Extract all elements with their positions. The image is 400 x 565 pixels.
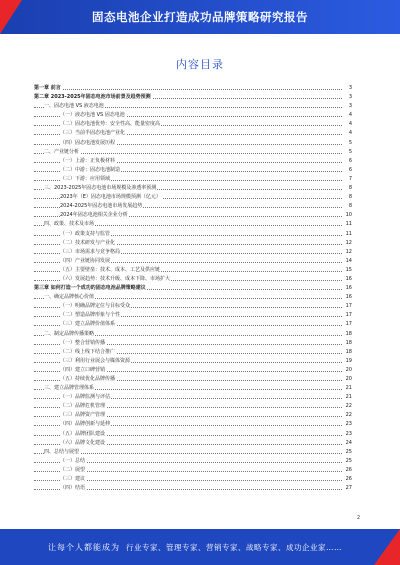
toc-entry-page: 5 <box>342 139 352 148</box>
toc-entry[interactable] <box>34 357 352 366</box>
toc-entry-page: 18 <box>342 330 352 339</box>
toc-leader-dots <box>34 453 342 454</box>
toc-entry-title: （四）品牌创新与延伸 <box>60 420 111 429</box>
toc-entry-title: （四）建立口碑营销 <box>60 366 106 375</box>
toc-entry[interactable] <box>34 284 352 293</box>
toc-entry-page: 7 <box>342 175 352 184</box>
toc-entry-page: 5 <box>342 148 352 157</box>
toc-entry-page: 22 <box>342 402 352 411</box>
toc-entry[interactable] <box>34 375 352 384</box>
toc-entry[interactable] <box>34 266 352 275</box>
toc-entry-page: 21 <box>342 393 352 402</box>
toc-entry-page: 15 <box>342 266 352 275</box>
toc-entry[interactable] <box>34 475 352 484</box>
toc-entry-title: 一、确定品牌核心价值 <box>44 293 95 302</box>
toc-entry-page: 4 <box>342 129 352 138</box>
toc-leader-dots <box>34 153 342 154</box>
toc-entry-page: 17 <box>342 311 352 320</box>
toc-entry-title: （二）品牌危机管理 <box>60 402 106 411</box>
toc-entry[interactable] <box>34 339 352 348</box>
toc-entry[interactable] <box>34 102 352 111</box>
page-number: 2 <box>356 515 360 521</box>
toc-entry-page: 26 <box>342 466 352 475</box>
toc-entry-page: 25 <box>342 457 352 466</box>
toc-leader-dots <box>34 89 342 90</box>
toc-entry-page: 4 <box>342 120 352 129</box>
toc-entry[interactable] <box>34 275 352 284</box>
toc-entry[interactable] <box>34 120 352 129</box>
toc-entry-page: 26 <box>342 475 352 484</box>
toc-entry-title: （五）主要壁垒：技术、成本、工艺及供应链 <box>60 266 161 275</box>
toc-entry[interactable] <box>34 348 352 357</box>
toc-entry[interactable] <box>34 220 352 229</box>
toc-entry-page: 20 <box>342 366 352 375</box>
toc-entry[interactable] <box>34 230 352 239</box>
toc-entry-title: （四）固态电池发展历程 <box>60 139 116 148</box>
toc-heading: 内容目录 <box>176 58 224 71</box>
toc-entry-page: 3 <box>342 84 352 93</box>
toc-entry-page: 4 <box>342 111 352 120</box>
toc-entry-page: 12 <box>342 248 352 257</box>
toc-entry-page: 22 <box>342 411 352 420</box>
toc-entry-title: （六）发展趋势：技术升级、成本下降、市场扩大 <box>60 275 171 284</box>
toc-entry[interactable] <box>34 320 352 329</box>
toc-entry[interactable] <box>34 466 352 475</box>
toc-entry-title: 四、政策、技术及市场 <box>44 220 95 229</box>
toc-entry[interactable] <box>34 293 352 302</box>
toc-entry-title: （一）政策支持与监管 <box>60 230 111 239</box>
toc-entry[interactable] <box>34 111 352 120</box>
toc-entry-page: 21 <box>342 384 352 393</box>
toc-entry-page: 19 <box>342 357 352 366</box>
footer-roles: 行业专家、管理专家、营销专家、战略专家、成功企业家…… <box>126 543 342 552</box>
toc-entry-title: 第二章 2023-2025年固态电池市场前景及趋势预测 <box>34 93 152 102</box>
toc-entry-title: 一、固态电池 VS 液态电池 <box>44 102 105 111</box>
toc-entry-title: （三）建议 <box>60 475 86 484</box>
toc-entry-title: 二、制定品牌传播策略 <box>44 330 95 339</box>
toc-entry-title: （二）塑造品牌形象与个性 <box>60 311 121 320</box>
toc-entry-title: （一）上游：正负极材料 <box>60 157 116 166</box>
toc-entry-title: 2023年（E）固态电池市场规模预测（亿元） <box>60 193 162 202</box>
toc-entry[interactable] <box>34 239 352 248</box>
toc-entry-title: （五）持续优化品牌传播 <box>60 375 116 384</box>
toc-entry[interactable] <box>34 193 352 202</box>
toc-entry-page: 23 <box>342 420 352 429</box>
toc-entry-page: 16 <box>342 284 352 293</box>
toc-entry[interactable] <box>34 139 352 148</box>
toc-entry-page: 23 <box>342 430 352 439</box>
toc-entry[interactable] <box>34 366 352 375</box>
footer-slogan: 让每个人都能成为 <box>48 543 120 552</box>
toc-entry[interactable] <box>34 93 352 102</box>
toc-entry[interactable] <box>34 457 352 466</box>
toc-entry-page: 18 <box>342 348 352 357</box>
toc-entry[interactable] <box>34 84 352 93</box>
toc-entry[interactable] <box>34 384 352 393</box>
toc-entry-page: 14 <box>342 257 352 266</box>
toc-entry[interactable] <box>34 311 352 320</box>
toc-entry-page: 11 <box>342 220 352 229</box>
toc-entry[interactable] <box>34 148 352 157</box>
toc-entry-title: 二、产业链分析 <box>44 148 80 157</box>
toc-entry[interactable] <box>34 402 352 411</box>
toc-entry-page: 6 <box>342 157 352 166</box>
toc-entry-page: 3 <box>342 102 352 111</box>
toc-entry-page: 8 <box>342 193 352 202</box>
table-of-contents <box>34 84 352 493</box>
toc-entry-page: 10 <box>342 211 352 220</box>
footer-red-accent <box>374 529 400 565</box>
toc-entry-title: （六）品牌文化建设 <box>60 439 106 448</box>
toc-entry-title: （一）整合营销传播 <box>60 339 106 348</box>
toc-entry-page: 12 <box>342 239 352 248</box>
toc-entry[interactable] <box>34 157 352 166</box>
toc-entry[interactable] <box>34 175 352 184</box>
toc-entry-page: 27 <box>342 484 352 493</box>
toc-entry-title: （二）固态电池优势：安全性高、能量密度高 <box>60 120 161 129</box>
report-title: 固态电池企业打造成功品牌策略研究报告 <box>92 10 308 24</box>
toc-entry-title: （一）液态电池 VS 固态电池 <box>60 111 126 120</box>
header-banner <box>0 0 400 34</box>
toc-entry-page: 18 <box>342 339 352 348</box>
toc-entry-title: 四、总结与展望 <box>44 448 80 457</box>
toc-entry-title: （一）明确品牌定位与目标受众 <box>60 302 131 311</box>
toc-entry-title: 三、2023-2025年固态电池市场规模及渗透率预测 <box>44 184 157 193</box>
toc-entry[interactable] <box>34 393 352 402</box>
toc-entry[interactable] <box>34 448 352 457</box>
toc-entry-page: 16 <box>342 293 352 302</box>
toc-entry-title: （二）展望 <box>60 466 86 475</box>
toc-entry-title: 第三章 如何打造一个成功的固态电池品牌策略建议 <box>34 284 147 293</box>
footer-banner <box>0 529 400 565</box>
toc-entry-page: 24 <box>342 439 352 448</box>
toc-entry-title: （二）中游：固态电池制造 <box>60 166 121 175</box>
toc-entry-title: （五）品牌团队建设 <box>60 430 106 439</box>
toc-entry-page: 8 <box>342 184 352 193</box>
toc-entry[interactable] <box>34 439 352 448</box>
toc-entry[interactable] <box>34 257 352 266</box>
toc-entry-title: 2024-2025年固态电池市场发展趋势 <box>60 202 143 211</box>
toc-entry-title: （三）建立品牌价值体系 <box>60 320 116 329</box>
toc-entry[interactable] <box>34 430 352 439</box>
toc-entry-page: 17 <box>342 302 352 311</box>
toc-entry[interactable] <box>34 202 352 211</box>
toc-entry[interactable] <box>34 184 352 193</box>
toc-entry[interactable] <box>34 420 352 429</box>
toc-entry-page: 17 <box>342 320 352 329</box>
toc-entry-page: 8 <box>342 202 352 211</box>
toc-entry-page: 3 <box>342 93 352 102</box>
toc-entry[interactable] <box>34 484 352 493</box>
toc-entry-page: 6 <box>342 166 352 175</box>
toc-entry-title: （一）品牌监测与评估 <box>60 393 111 402</box>
toc-entry-title: 2024年固态电池相关企业分析 <box>60 211 129 220</box>
toc-entry-title: （三）市场需求与竞争格局 <box>60 248 121 257</box>
toc-entry-title: （二）技术研发与产业化 <box>60 239 116 248</box>
toc-entry-title: （三）品牌资产管理 <box>60 411 106 420</box>
toc-entry[interactable] <box>34 330 352 339</box>
toc-entry-title: （三）当前半固态电池产业化 <box>60 129 126 138</box>
toc-entry[interactable] <box>34 211 352 220</box>
toc-entry-page: 16 <box>342 275 352 284</box>
toc-entry[interactable] <box>34 302 352 311</box>
toc-entry[interactable] <box>34 411 352 420</box>
toc-entry-title: （二）线上线下结合推广 <box>60 348 116 357</box>
toc-entry-title: 三、建立品牌管理体系 <box>44 384 95 393</box>
toc-entry[interactable] <box>34 248 352 257</box>
toc-entry-page: 11 <box>342 230 352 239</box>
toc-entry-page: 20 <box>342 375 352 384</box>
toc-entry[interactable] <box>34 166 352 175</box>
toc-entry-title: （三）下游：应用领域 <box>60 175 111 184</box>
toc-entry-title: 第一章 前言 <box>34 84 62 93</box>
toc-entry-page: 25 <box>342 448 352 457</box>
toc-entry-title: （四）结语 <box>60 484 86 493</box>
toc-entry-title: （四）产业链协同发展 <box>60 257 111 266</box>
toc-entry-title: （三）利用行业展会与媒体资源 <box>60 357 131 366</box>
toc-entry-title: （一）总结 <box>60 457 86 466</box>
toc-entry[interactable] <box>34 129 352 138</box>
